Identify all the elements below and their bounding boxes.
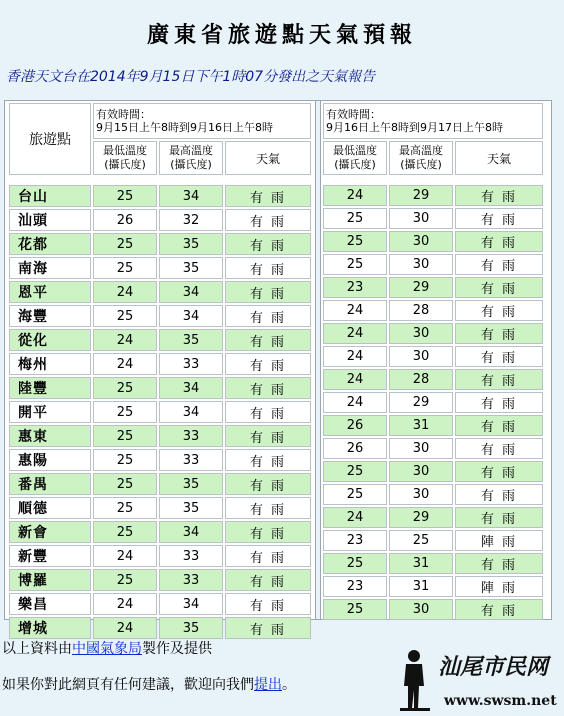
min-temp-value: 25	[323, 599, 387, 620]
max-temp-value: 28	[389, 300, 453, 321]
weather-value: 有 雨	[455, 369, 543, 390]
feedback-prefix: 如果你對此網頁有任何建議，歡迎向我們	[2, 677, 254, 693]
max-temp-value: 31	[389, 576, 453, 597]
weather-value: 有 雨	[225, 497, 311, 519]
max-temp-value: 30	[389, 438, 453, 459]
source-credit-suffix: 製作及提供	[142, 641, 212, 657]
min-temp-value: 25	[93, 425, 157, 447]
min-temp-value: 25	[323, 553, 387, 574]
weather-value: 有 雨	[225, 617, 311, 639]
max-temp-value: 29	[389, 277, 453, 298]
cma-link[interactable]: 中國氣象局	[72, 641, 142, 657]
weather-value: 有 雨	[225, 473, 311, 495]
weather-value: 有 雨	[225, 305, 311, 327]
spot-name: 梅州	[9, 353, 91, 375]
table-row	[9, 209, 311, 231]
min-temp-value: 24	[323, 185, 387, 206]
table-row	[323, 461, 543, 482]
weather-value: 有 雨	[455, 484, 543, 505]
spot-name: 開平	[9, 401, 91, 423]
table-row	[9, 617, 311, 639]
person-silhouette-icon	[400, 650, 430, 711]
weather-value: 有 雨	[455, 599, 543, 620]
min-temp-value: 25	[93, 473, 157, 495]
min-temp-value: 25	[93, 401, 157, 423]
table-row	[323, 438, 543, 459]
max-temp-value: 35	[159, 257, 223, 279]
logo-text: 汕尾市民网	[438, 654, 549, 680]
feedback-link[interactable]: 提出	[254, 677, 282, 693]
table-row	[9, 257, 311, 279]
spot-name: 增城	[9, 617, 91, 639]
table-row	[323, 277, 543, 298]
table-row	[323, 185, 543, 206]
min-temp-header	[323, 141, 387, 175]
period2-valid-time	[323, 103, 543, 139]
max-temp-value: 35	[159, 473, 223, 495]
max-temp-value: 31	[389, 415, 453, 436]
max-temp-value: 30	[389, 346, 453, 367]
table-row	[323, 323, 543, 344]
weather-value: 有 雨	[225, 233, 311, 255]
max-temp-value: 30	[389, 461, 453, 482]
table-row	[9, 353, 311, 375]
table-row	[323, 576, 543, 597]
min-temp-value: 25	[323, 484, 387, 505]
table-row	[323, 553, 543, 574]
max-temp-value: 33	[159, 353, 223, 375]
max-temp-value: 35	[159, 497, 223, 519]
weather-value: 有 雨	[455, 323, 543, 344]
weather-value: 有 雨	[225, 425, 311, 447]
table-row	[323, 208, 543, 229]
max-temp-label: 最高溫度	[169, 144, 213, 157]
min-temp-value: 24	[323, 300, 387, 321]
logo-url: www.swsm.net	[444, 693, 557, 709]
max-temp-unit: (攝氏度)	[170, 158, 212, 171]
table-row	[9, 521, 311, 543]
max-temp-value: 35	[159, 617, 223, 639]
min-temp-unit: (攝氏度)	[334, 158, 376, 171]
weather-value: 有 雨	[455, 507, 543, 528]
table-row	[9, 545, 311, 567]
min-temp-value: 23	[323, 530, 387, 551]
max-temp-value: 30	[389, 254, 453, 275]
min-temp-value: 25	[323, 461, 387, 482]
spot-name: 汕頭	[9, 209, 91, 231]
weather-value: 陣 雨	[455, 530, 543, 551]
weather-value: 有 雨	[225, 401, 311, 423]
min-temp-value: 24	[93, 329, 157, 351]
weather-value: 有 雨	[455, 300, 543, 321]
max-temp-value: 34	[159, 377, 223, 399]
table-row	[323, 346, 543, 367]
table-row	[323, 231, 543, 252]
weather-value: 有 雨	[225, 209, 311, 231]
weather-value: 有 雨	[455, 208, 543, 229]
table-row	[9, 233, 311, 255]
max-temp-value: 33	[159, 545, 223, 567]
min-temp-value: 25	[93, 185, 157, 207]
weather-value: 有 雨	[225, 569, 311, 591]
max-temp-value: 30	[389, 231, 453, 252]
table-row	[9, 185, 311, 207]
spot-name: 新豐	[9, 545, 91, 567]
max-temp-value: 30	[389, 323, 453, 344]
max-temp-value: 32	[159, 209, 223, 231]
min-temp-value: 23	[323, 277, 387, 298]
min-temp-value: 26	[323, 438, 387, 459]
table-row	[9, 425, 311, 447]
spot-name: 番禺	[9, 473, 91, 495]
period2-valid-range: 9月16日上午8時到9月17日上午8時	[326, 121, 503, 134]
min-temp-value: 25	[323, 254, 387, 275]
max-temp-value: 28	[389, 369, 453, 390]
weather-value: 有 雨	[225, 377, 311, 399]
max-temp-value: 25	[389, 530, 453, 551]
period2-valid-label: 有效時間：	[326, 108, 381, 121]
spot-name: 從化	[9, 329, 91, 351]
table-row	[9, 473, 311, 495]
table-row	[323, 369, 543, 390]
table-row	[323, 530, 543, 551]
min-temp-value: 25	[323, 231, 387, 252]
max-temp-label: 最高溫度	[399, 144, 443, 157]
weather-value: 有 雨	[455, 277, 543, 298]
max-temp-header	[159, 141, 223, 175]
source-credit	[2, 638, 212, 658]
max-temp-value: 34	[159, 185, 223, 207]
weather-value: 有 雨	[225, 593, 311, 615]
weather-header: 天氣	[225, 141, 311, 175]
weather-value: 陣 雨	[455, 576, 543, 597]
weather-value: 有 雨	[455, 346, 543, 367]
min-temp-value: 24	[323, 369, 387, 390]
table-row	[323, 507, 543, 528]
weather-value: 有 雨	[455, 392, 543, 413]
period1-valid-time	[93, 103, 311, 139]
spot-name: 台山	[9, 185, 91, 207]
max-temp-value: 29	[389, 185, 453, 206]
min-temp-value: 23	[323, 576, 387, 597]
weather-value: 有 雨	[225, 545, 311, 567]
table-row	[9, 449, 311, 471]
min-temp-value: 26	[323, 415, 387, 436]
min-temp-value: 25	[93, 497, 157, 519]
spot-name: 花都	[9, 233, 91, 255]
table-row	[323, 415, 543, 436]
min-temp-label: 最低溫度	[333, 144, 377, 157]
min-temp-value: 24	[93, 593, 157, 615]
table-row	[9, 281, 311, 303]
min-temp-unit: (攝氏度)	[104, 158, 146, 171]
table-row	[9, 305, 311, 327]
weather-value: 有 雨	[225, 521, 311, 543]
max-temp-unit: (攝氏度)	[400, 158, 442, 171]
spot-name: 陸豐	[9, 377, 91, 399]
spot-name: 恩平	[9, 281, 91, 303]
weather-value: 有 雨	[225, 449, 311, 471]
weather-value: 有 雨	[225, 281, 311, 303]
min-temp-header	[93, 141, 157, 175]
min-temp-value: 25	[93, 233, 157, 255]
report-subtitle: 香港天文台在2014年9月15日下午1時07分發出之天氣報告	[6, 69, 376, 85]
max-temp-value: 30	[389, 208, 453, 229]
spot-name: 海豐	[9, 305, 91, 327]
max-temp-value: 33	[159, 449, 223, 471]
min-temp-value: 24	[93, 545, 157, 567]
weather-header: 天氣	[455, 141, 543, 175]
weather-value: 有 雨	[455, 461, 543, 482]
max-temp-value: 33	[159, 425, 223, 447]
min-temp-value: 25	[93, 377, 157, 399]
max-temp-value: 29	[389, 392, 453, 413]
feedback-suffix: 。	[282, 677, 296, 693]
table-row	[323, 300, 543, 321]
weather-value: 有 雨	[455, 231, 543, 252]
min-temp-value: 24	[323, 323, 387, 344]
max-temp-value: 34	[159, 401, 223, 423]
max-temp-value: 29	[389, 507, 453, 528]
min-temp-value: 24	[323, 507, 387, 528]
max-temp-value: 34	[159, 521, 223, 543]
min-temp-value: 24	[323, 392, 387, 413]
max-temp-value: 31	[389, 553, 453, 574]
spot-name: 順德	[9, 497, 91, 519]
weather-value: 有 雨	[225, 329, 311, 351]
weather-value: 有 雨	[455, 415, 543, 436]
weather-value: 有 雨	[225, 257, 311, 279]
table-row	[9, 401, 311, 423]
min-temp-value: 24	[93, 281, 157, 303]
weather-value: 有 雨	[455, 185, 543, 206]
weather-value: 有 雨	[225, 185, 311, 207]
max-temp-value: 35	[159, 233, 223, 255]
spot-name: 新會	[9, 521, 91, 543]
min-temp-value: 25	[93, 257, 157, 279]
min-temp-value: 25	[323, 208, 387, 229]
min-temp-value: 24	[93, 617, 157, 639]
max-temp-value: 34	[159, 281, 223, 303]
min-temp-value: 25	[93, 521, 157, 543]
spot-name: 惠陽	[9, 449, 91, 471]
page-title: 廣東省旅遊點天氣預報	[146, 22, 417, 48]
table-row	[9, 569, 311, 591]
spot-name: 博羅	[9, 569, 91, 591]
table-row	[9, 329, 311, 351]
max-temp-value: 34	[159, 305, 223, 327]
min-temp-value: 24	[323, 346, 387, 367]
table-row	[9, 593, 311, 615]
weather-value: 有 雨	[455, 254, 543, 275]
weather-value: 有 雨	[455, 438, 543, 459]
table-row	[9, 377, 311, 399]
table-row	[323, 599, 543, 620]
spot-name: 惠東	[9, 425, 91, 447]
min-temp-value: 25	[93, 305, 157, 327]
max-temp-value: 30	[389, 484, 453, 505]
max-temp-value: 35	[159, 329, 223, 351]
table-row	[323, 254, 543, 275]
table-row	[9, 497, 311, 519]
min-temp-value: 25	[93, 569, 157, 591]
spot-name: 南海	[9, 257, 91, 279]
min-temp-label: 最低溫度	[103, 144, 147, 157]
min-temp-value: 25	[93, 449, 157, 471]
feedback-note	[2, 674, 296, 694]
max-temp-header	[389, 141, 453, 175]
max-temp-value: 33	[159, 569, 223, 591]
period1-valid-label: 有效時間：	[96, 108, 151, 121]
weather-value: 有 雨	[225, 353, 311, 375]
source-credit-prefix: 以上資料由	[2, 641, 72, 657]
table-row	[323, 392, 543, 413]
forecast-panel	[4, 100, 552, 638]
weather-value: 有 雨	[455, 553, 543, 574]
spot-column-header: 旅遊點	[9, 103, 91, 175]
min-temp-value: 26	[93, 209, 157, 231]
table-row	[323, 484, 543, 505]
forecast-table-period1	[7, 101, 313, 641]
period1-valid-range: 9月15日上午8時到9月16日上午8時	[96, 121, 273, 134]
max-temp-value: 30	[389, 599, 453, 620]
spot-name: 樂昌	[9, 593, 91, 615]
min-temp-value: 24	[93, 353, 157, 375]
max-temp-value: 34	[159, 593, 223, 615]
forecast-table-period2	[321, 101, 545, 622]
